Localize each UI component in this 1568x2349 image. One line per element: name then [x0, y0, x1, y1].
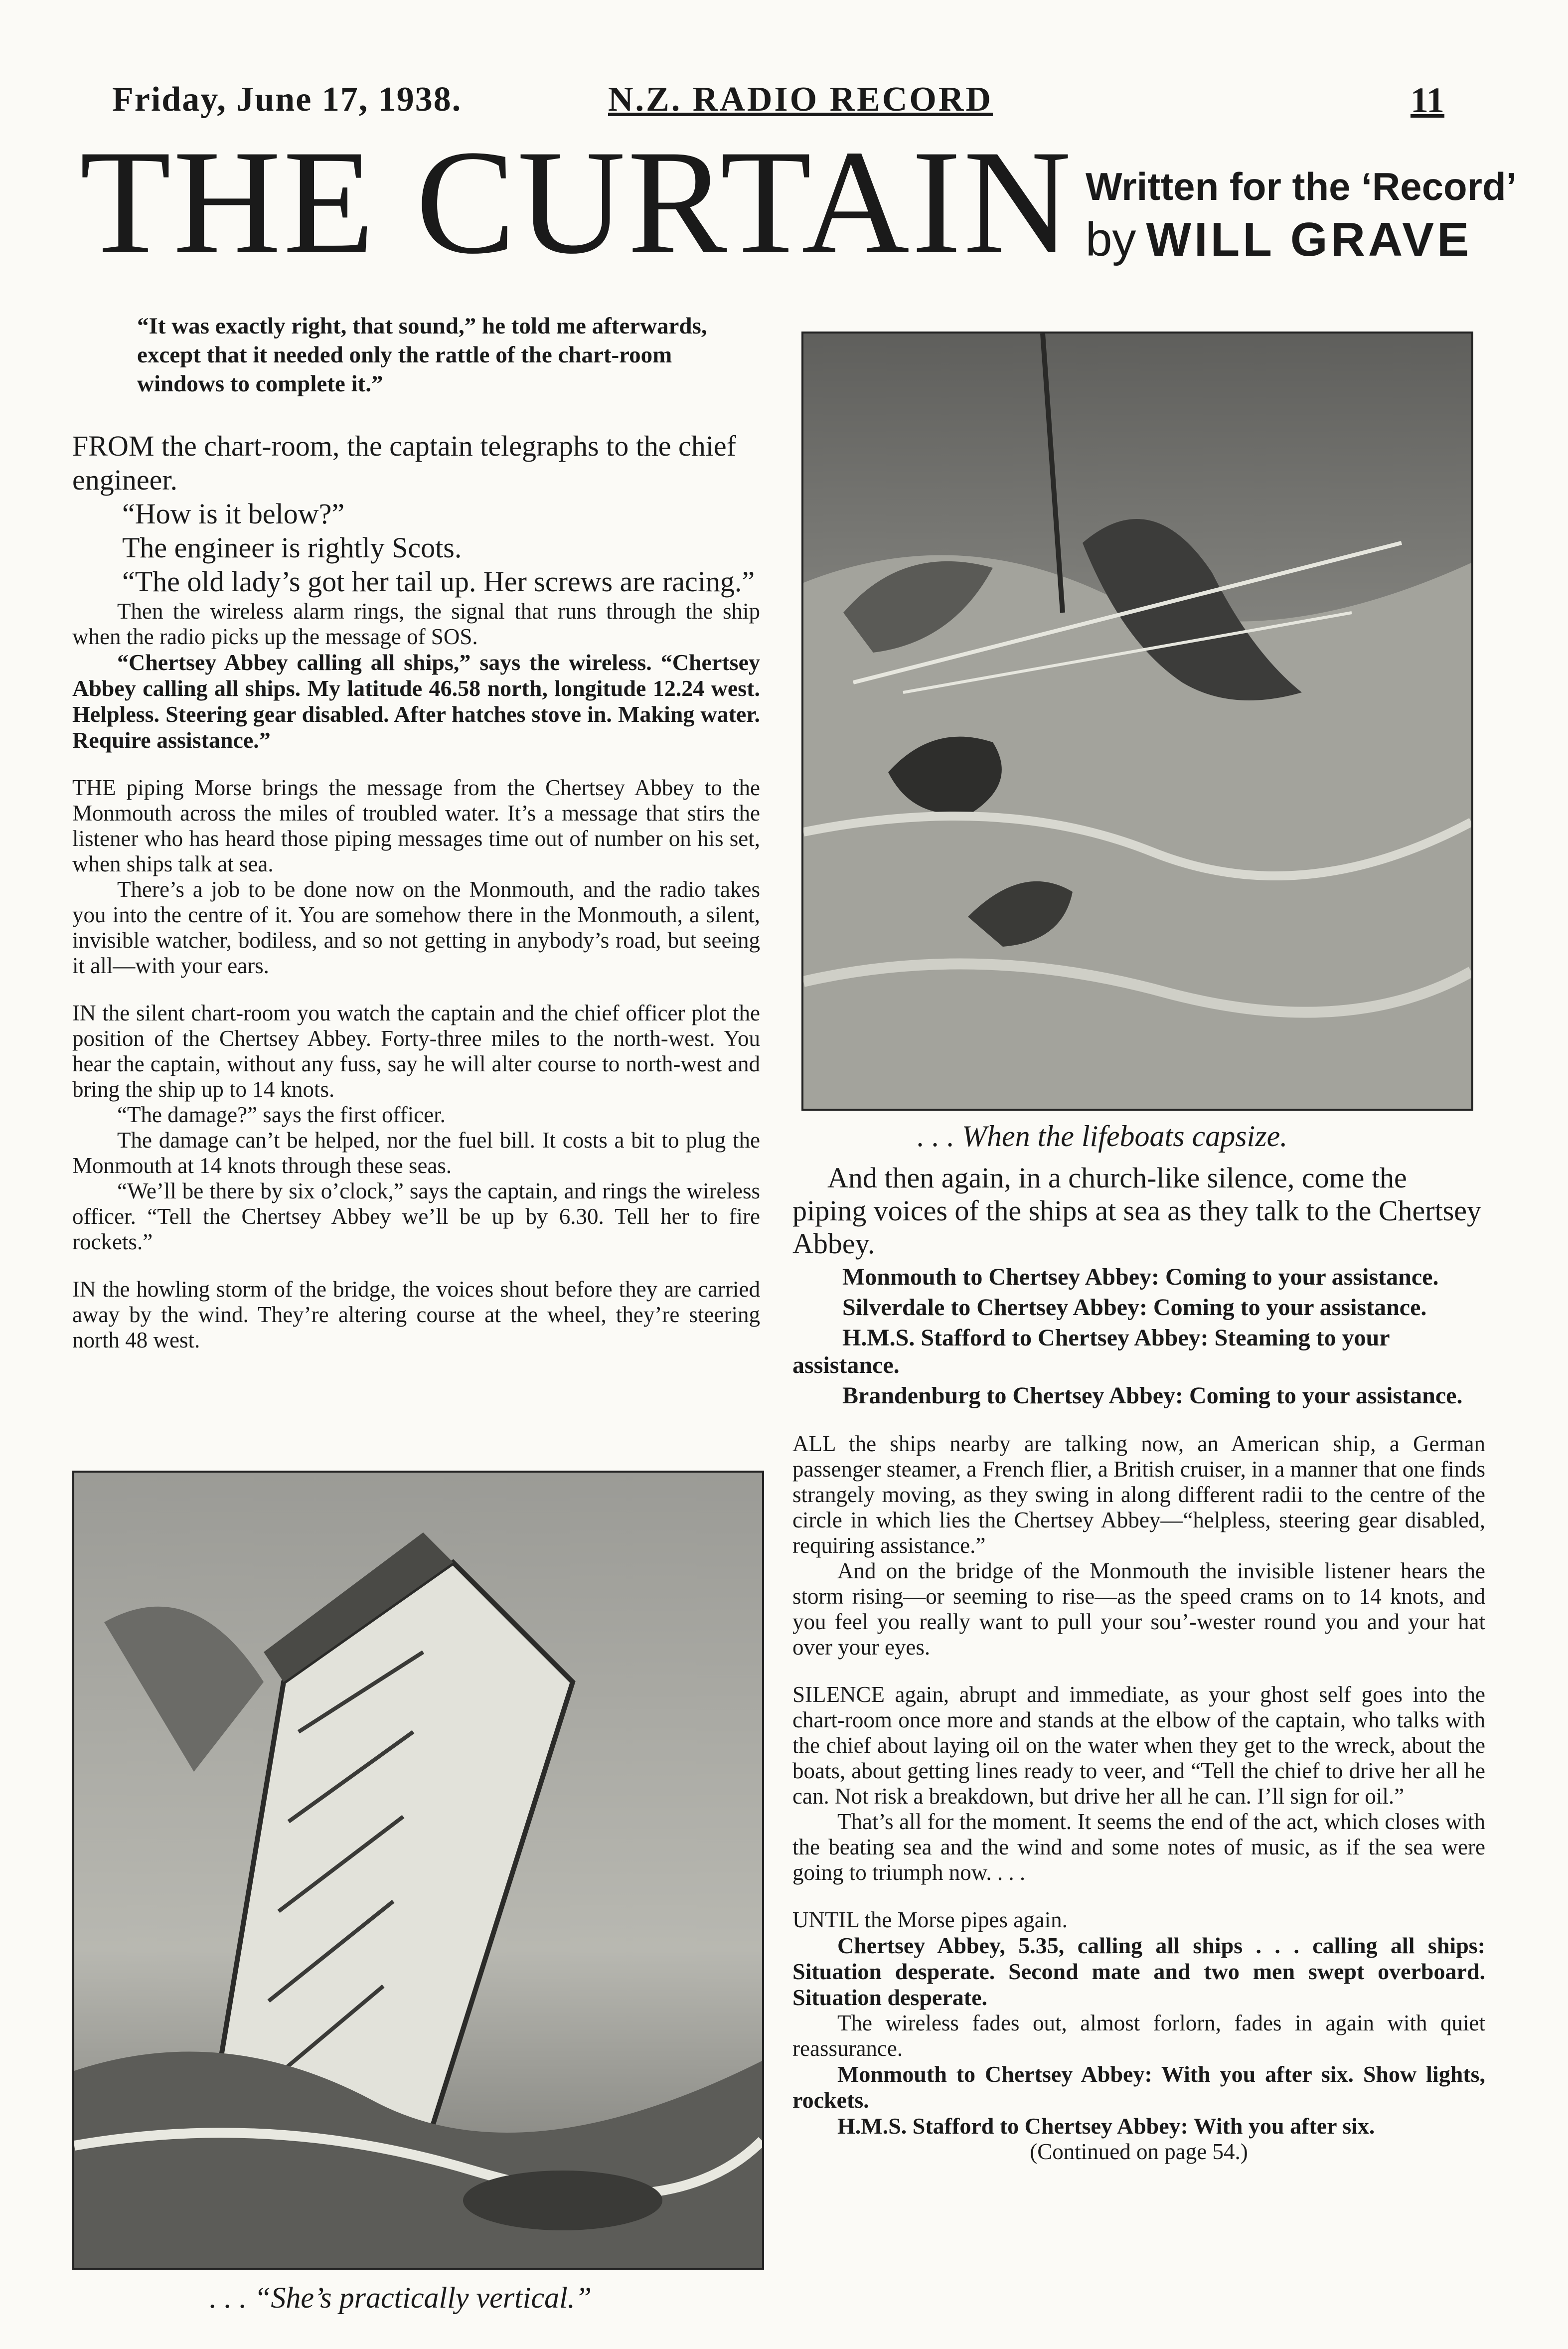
all-ships-paragraph: ALL the ships nearby are talking now, an American ship, a German passenger steamer, a French flier, a British cruiser, in a manner that one finds strangely moving, as they swing in along different radii to the centre of the circle in which lies the Chertsey Abbey—“helpless, steering gear disabled, requiring assistance.”	[792, 1431, 1485, 1558]
lifeboats-caption: . . . When the lifeboats capsize.	[917, 1120, 1288, 1153]
reply-stafford: H.M.S. Stafford to Chertsey Abbey: Steaming to your assistance.	[792, 1325, 1390, 1378]
lifeboats-illustration	[801, 332, 1473, 1111]
left-column	[72, 312, 760, 1353]
lead-p2: “How is it below?”	[122, 498, 345, 530]
six-oclock-paragraph: “We’ll be there by six o’clock,” says the captain, and rings the wireless officer. “Tell the Chertsey Abbey we’ll be up by 6.30. Tell her to fire rockets.”	[72, 1178, 760, 1254]
by-word: by	[1086, 213, 1136, 266]
lead-p3: The engineer is rightly Scots.	[122, 531, 462, 564]
intro-quote: “It was exactly right, that sound,” he told me afterwards, except that it needed only the rattle of the chart-room windows to complete it.”	[137, 313, 707, 397]
fades-paragraph: The wireless fades out, almost forlorn, fades in again with quiet reassurance.	[792, 2011, 1485, 2061]
chart-room-paragraph: IN the silent chart-room you watch the captain and the chief officer plot the position of the Chertsey Abbey. Forty-three miles to the north-west. You hear the captain, without any fuss, say he will alter course to north-west and bring the ship up to 14 knots.	[72, 1001, 760, 1102]
storm-paragraph: IN the howling storm of the bridge, the voices shout before they are carried away by the wind. They’re altering course at the wheel, they’re steering north 48 west.	[72, 1277, 760, 1352]
until-paragraph: UNTIL the Morse pipes again.	[792, 1907, 1068, 1932]
right-column	[792, 1162, 1485, 2165]
damage-question: “The damage?” says the first officer.	[117, 1102, 446, 1127]
bridge-paragraph: And on the bridge of the Monmouth the invisible listener hears the storm rising—or seeming to rise—as the speed crams on to 14 knots, and you feel you really want to pull your sou’-wester round you and your hat over your eyes.	[792, 1558, 1485, 1660]
vertical-ship-drawing	[74, 1473, 762, 2268]
vertical-ship-illustration	[72, 1471, 764, 2270]
running-header	[0, 80, 1568, 125]
situation-desperate: Chertsey Abbey, 5.35, calling all ships . . . calling all ships: Situation desperate. Second mate and two men swept overboard. Situation desperate.	[792, 1933, 1485, 2010]
job-paragraph: There’s a job to be done now on the Monmouth, and the radio takes you into the centre of it. You are somehow there in the Monmouth, a silent, invisible watcher, bodiless, and so not getting in anybody’s road, but seeing it all—with your ears.	[72, 877, 760, 978]
lifeboats-drawing	[803, 334, 1471, 1109]
thats-all-paragraph: That’s all for the moment. It seems the end of the act, which closes with the beating sea and the wind and some notes of music, as if the sea were going to triumph now. . . .	[792, 1809, 1485, 1885]
lead-p4: “The old lady’s got her tail up. Her screws are racing.”	[122, 565, 755, 598]
stafford-after-six: H.M.S. Stafford to Chertsey Abbey: With you after six.	[837, 2113, 1375, 2139]
church-silence-paragraph: And then again, in a church-like silence, come the piping voices of the ships at sea as they talk to the Chertsey Abbey.	[792, 1162, 1482, 1260]
reply-silverdale: Silverdale to Chertsey Abbey: Coming to your assistance.	[842, 1294, 1427, 1321]
damage-answer: The damage can’t be helped, nor the fuel bill. It costs a bit to plug the Monmouth at 14 knots through these seas.	[72, 1128, 760, 1178]
byline	[1086, 167, 1517, 264]
continued-note: (Continued on page 54.)	[1030, 2139, 1248, 2164]
morse-paragraph: THE piping Morse brings the message from the Chertsey Abbey to the Monmouth across the miles of troubled water. It’s a message that stirs the listener who has heard those piping messages time out of number on his set, when ships talk at sea.	[72, 775, 760, 876]
silence-again-paragraph: SILENCE again, abrupt and immediate, as your ghost self goes into the chart-room once more and stands at the elbow of the captain, who talks with the chief about laying oil on the water when they get to the wreck, about the boats, about getting lines ready to veer, and “Tell the chief to drive her all he can. Not risk a breakdown, but drive her all he can. I’ll sign for oil.”	[792, 1682, 1485, 1809]
issue-date: Friday, June 17, 1938.	[112, 80, 462, 119]
lead-section	[72, 429, 760, 599]
sos-message: “Chertsey Abbey calling all ships,” says the wireless. “Chertsey Abbey calling all ships. My latitude 46.58 north, longitude 12.24 west. Helpless. Steering gear disabled. After hatches stove in. Making water. Require assistance.”	[72, 650, 760, 753]
vertical-caption: . . . “She’s practically vertical.”	[209, 2281, 592, 2314]
written-for: Written for the ‘Record’	[1086, 165, 1517, 208]
reply-monmouth: Monmouth to Chertsey Abbey: Coming to your assistance.	[842, 1264, 1439, 1290]
author-name: WILL GRAVE	[1146, 213, 1472, 266]
author-line	[1086, 213, 1517, 266]
page-number: 11	[1411, 80, 1445, 120]
monmouth-after-six: Monmouth to Chertsey Abbey: With you after six. Show lights, rockets.	[792, 2061, 1485, 2113]
article-title: THE CURTAIN	[80, 119, 1074, 285]
reply-brandenburg: Brandenburg to Chertsey Abbey: Coming to your assistance.	[842, 1382, 1463, 1409]
lead-p1: FROM the chart-room, the captain telegraphs to the chief engineer.	[72, 430, 736, 496]
alarm-paragraph: Then the wireless alarm rings, the signal that runs through the ship when the radio picks up the message of SOS.	[72, 599, 760, 649]
publication-name: N.Z. RADIO RECORD	[608, 80, 993, 119]
